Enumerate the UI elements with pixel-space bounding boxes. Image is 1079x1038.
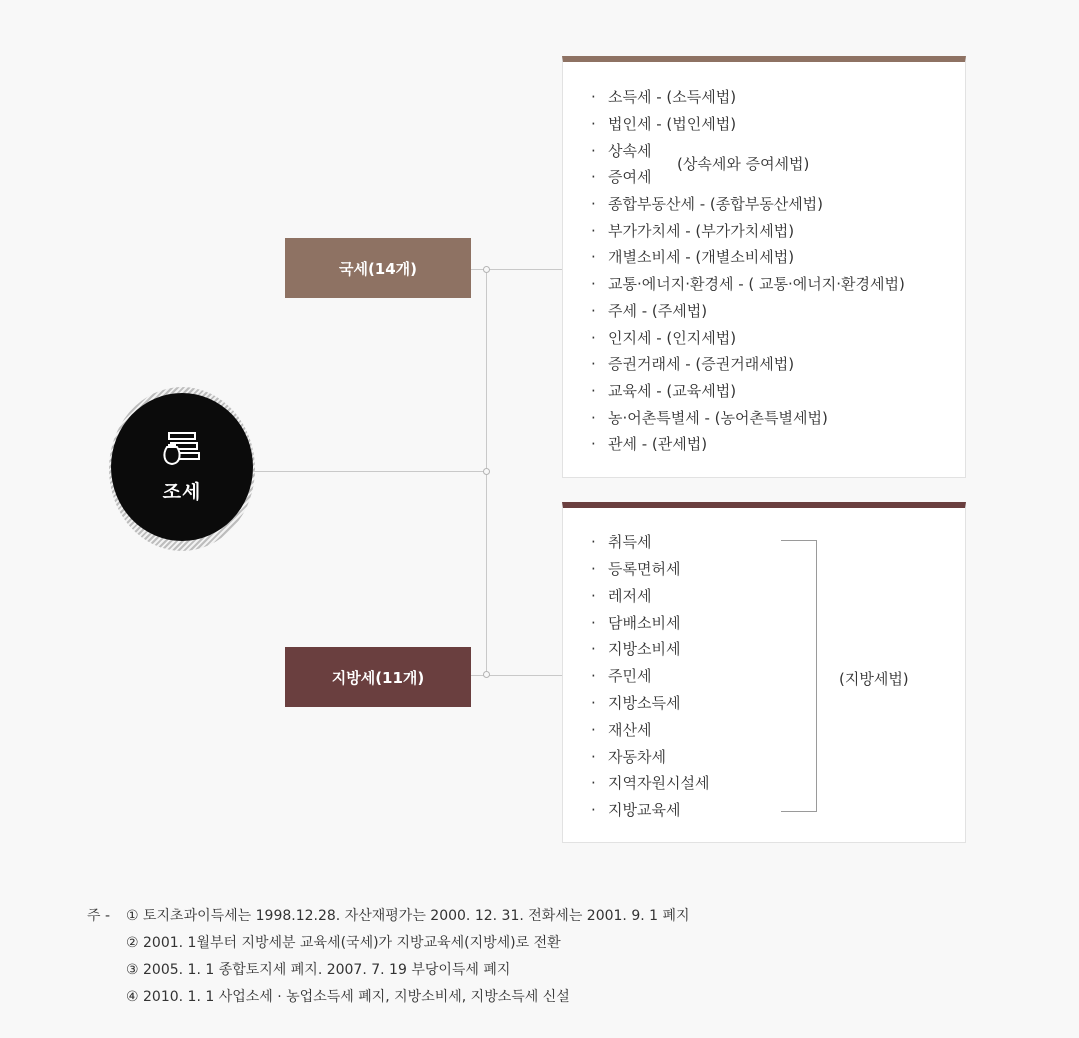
national-tax-label: 국세(14개) [338,259,418,278]
list-item: · 상속세 [591,142,652,160]
list-item: · 교육세 - (교육세법) [591,382,737,400]
local-tax-box [285,647,471,707]
list-item: · 증권거래세 - (증권거래세법) [591,355,795,373]
list-item: · 교통·에너지·환경세 - ( 교통·에너지·환경세법) [591,275,905,293]
list-item: · 지방소득세 [591,694,681,712]
note-line: ③ 2005. 1. 1 종합토지세 폐지. 2007. 7. 19 부당이득세 폐지 [126,962,511,978]
list-item: · 농·어촌특별세 - (농어촌특별세법) [591,409,828,427]
note-line: ② 2001. 1월부터 지방세분 교육세(국세)가 지방교육세(지방세)로 전환 [126,935,561,951]
list-item: · 지방교육세 [591,801,681,819]
national-tax-box [285,238,471,298]
list-item: · 담배소비세 [591,614,681,632]
root-label: 조세 [162,480,202,503]
national-tax-list [562,56,966,478]
local-law-label: (지방세법) [839,670,909,688]
local-tax-list [562,502,966,843]
list-item: · 종합부동산세 - (종합부동산세법) [591,195,824,213]
list-item: · 주민세 [591,667,652,685]
list-item: · 법인세 - (법인세법) [591,115,737,133]
list-item: · 등록면허세 [591,560,681,578]
connector-root [253,471,487,472]
note-line: ① 토지초과이득세는 1998.12.28. 자산재평가는 2000. 12. 31. 전화세는 2001. 9. 1 폐지 [126,908,690,924]
list-item: · 주세 - (주세법) [591,302,708,320]
list-item: · 재산세 [591,721,652,739]
list-item: · 취득세 [591,533,652,551]
notes-prefix: 주 - [87,908,111,924]
list-item: · 지역자원시설세 [591,774,710,792]
root-node [111,393,253,541]
list-item: · 증여세 [591,168,652,186]
connector-dot [483,671,490,678]
note-line: ④ 2010. 1. 1 사업소세 · 농업소득세 폐지, 지방소비세, 지방소득세 신설 [126,989,570,1005]
local-tax-label: 지방세(11개) [331,668,425,687]
connector-dot [483,468,490,475]
list-item: · 개별소비세 - (개별소비세법) [591,248,795,266]
connector-dot [483,266,490,273]
list-item: · 부가가치세 - (부가가치세법) [591,222,795,240]
inheritance-law-label: (상속세와 증여세법) [677,155,810,173]
list-item: · 자동차세 [591,748,666,766]
list-item: · 인지세 - (인지세법) [591,329,737,347]
money-bag-icon [161,431,203,471]
list-item: · 관세 - (관세법) [591,435,708,453]
list-item: · 지방소비세 [591,640,681,658]
list-item: · 소득세 - (소득세법) [591,88,737,106]
list-item: · 레저세 [591,587,652,605]
bracket [781,540,817,812]
